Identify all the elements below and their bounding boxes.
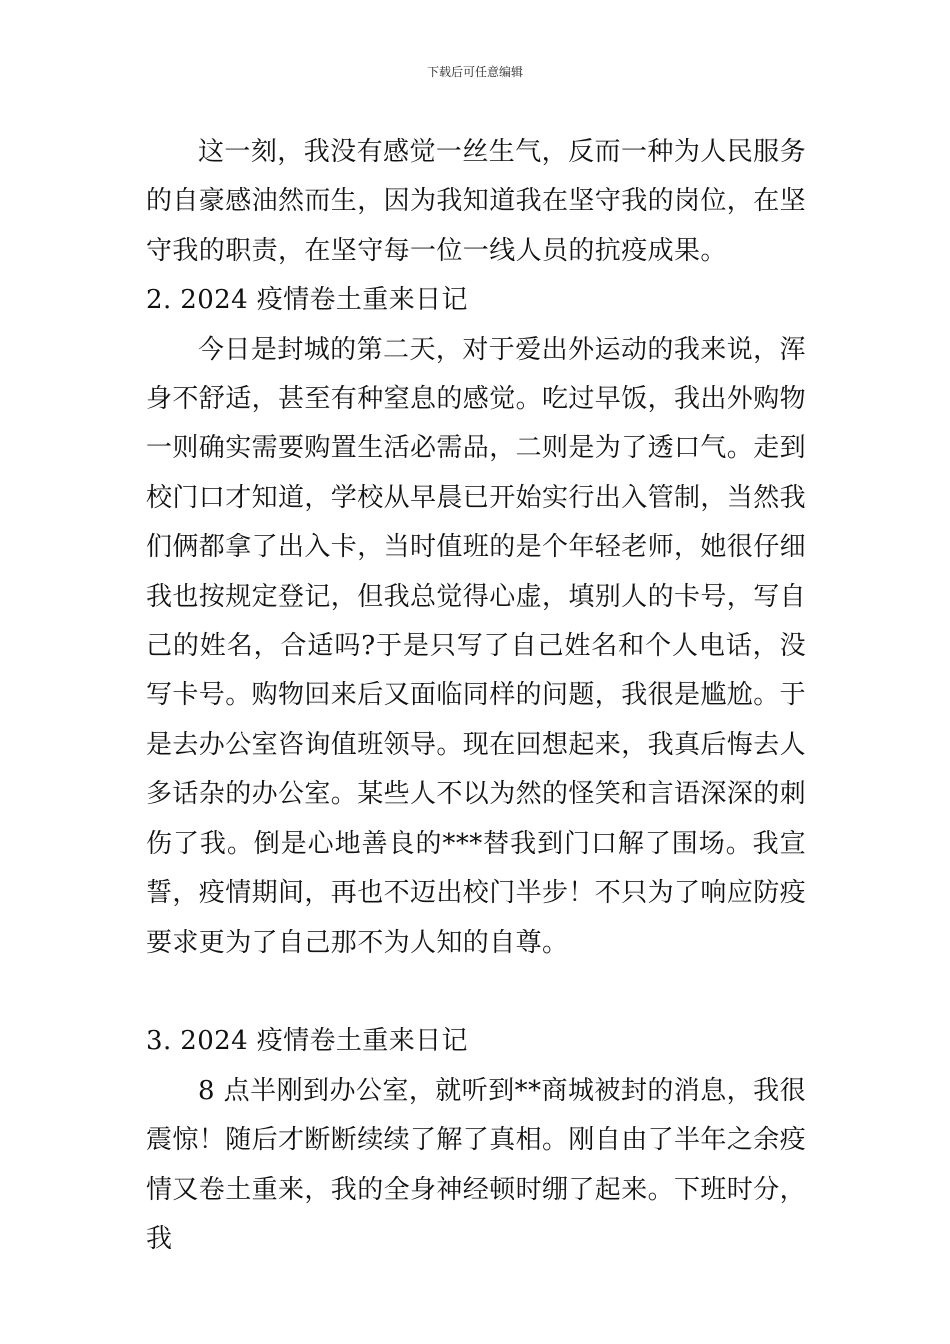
- section-2-title: 2. 2024 疫情卷土重来日记: [146, 285, 468, 316]
- intro-paragraph: 这一刻，我没有感觉一丝生气，反而一种为人民服务的自豪感油然而生，因为我知道我在坚守我的岗位，在坚守我的职责，在坚守每一位一线人员的抗疫成果。: [146, 137, 807, 266]
- document-body: [146, 128, 806, 1264]
- section-3-paragraph: 8 点半刚到办公室，就听到**商城被封的消息，我很震惊！随后才断断续续了解了真相。刚自由了半年之余疫情又卷土重来，我的全身神经顿时绷了起来。下班时分，我: [146, 1075, 807, 1254]
- section-spacer: [146, 968, 806, 1017]
- page-header: 下载后可任意编辑: [426, 65, 523, 79]
- section-3-title: 3. 2024 疫情卷土重来日记: [146, 1026, 468, 1057]
- section-2-paragraph: 今日是封城的第二天，对于爱出外运动的我来说，浑身不舒适，甚至有种窒息的感觉。吃过早饭，我出外购物一则确实需要购置生活必需品，二则是为了透口气。走到校门口才知道，学校从早晨已开始实行出入管制，当然我们俩都拿了出入卡，当时值班的是个年轻老师，她很仔细我也按规定登记，但我总觉得心虚，填别人的卡号，写自己的姓名，合适吗?于是只写了自己姓名和个人电话，没写卡号。购物回来后又面临同样的问题，我很是尴尬。于是去办公室咨询值班领导。现在回想起来，我真后悔去人多话杂的办公室。某些人不以为然的怪笑和言语深深的刺伤了我。倒是心地善良的***替我到门口解了围场。我宣誓，疫情期间，再也不迈出校门半步！不只为了响应防疫要求更为了自己那不为人知的自尊。: [146, 334, 807, 958]
